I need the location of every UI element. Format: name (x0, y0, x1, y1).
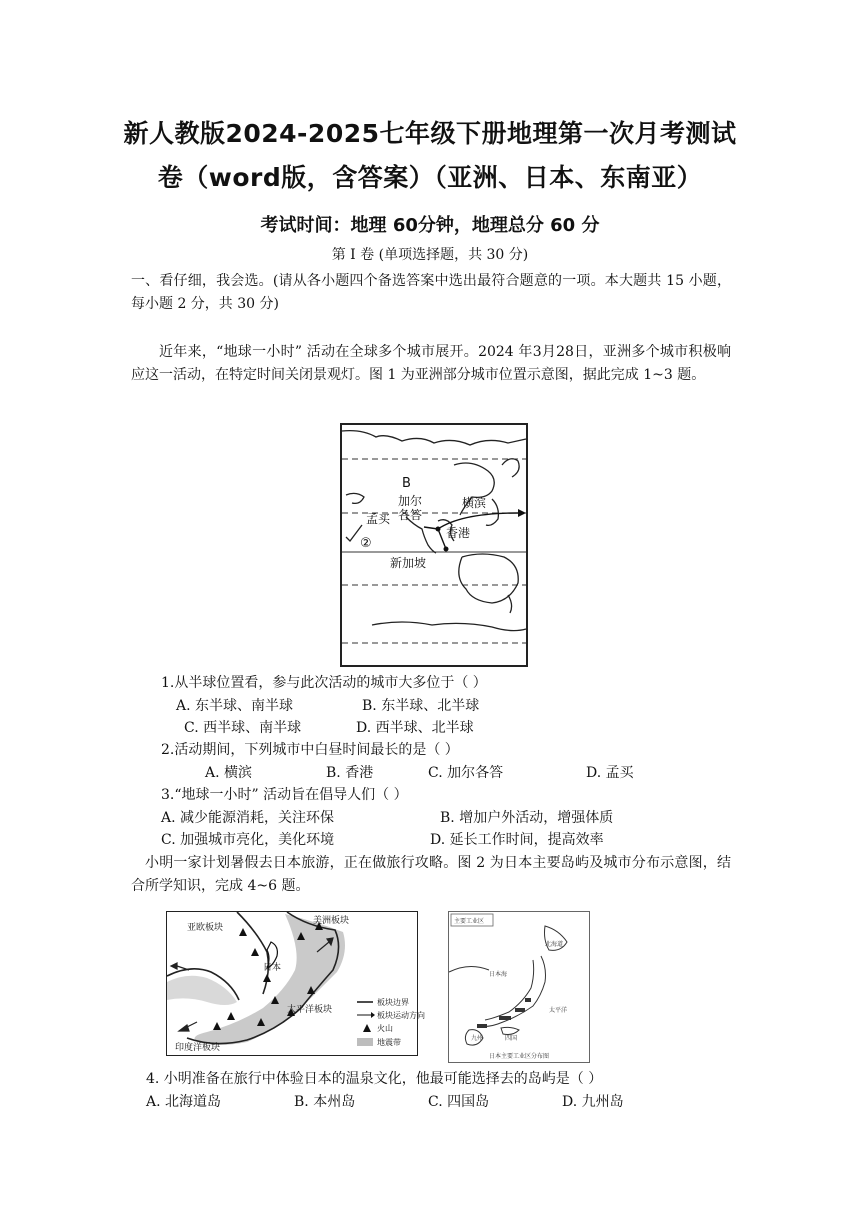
question-1-stem: 1.从半球位置看，参与此次活动的城市大多位于（ ） (161, 675, 487, 691)
question-1-option-d: D. 西半球、北半球 (356, 720, 474, 736)
map-label-mumbai: 孟买 (366, 512, 391, 526)
plate-label-america: 美洲板块 (313, 916, 350, 926)
question-4-option-d: D. 九州岛 (562, 1094, 624, 1110)
plate-label-pacific: 太平洋板块 (287, 1005, 333, 1015)
question-2-stem: 2.活动期间，下列城市中白昼时间最长的是（ ） (161, 742, 459, 758)
question-2-option-c: C. 加尔各答 (428, 765, 504, 781)
map-label-kolkata-part2: 各答 (398, 508, 423, 522)
question-2-option-a: A. 横滨 (205, 765, 253, 781)
legend-boundary-label: 板块边界 (377, 998, 409, 1007)
label-sea-of-japan: 日本海 (489, 971, 508, 978)
section-instructions: 一、看仔细，我会选。(请从各小题四个备选答案中选出最符合题意的一项。本大题共 15 小题，每小题 2 分，共 30 分) (131, 273, 731, 312)
exam-time: 考试时间：地理 60分钟，地理总分 60 分 (260, 215, 600, 236)
section-heading: 第 I 卷 (单项选择题，共 30 分) (331, 247, 529, 263)
plate-map-graphic (167, 912, 425, 1055)
question-1-option-c: C. 西半球、南半球 (184, 720, 302, 736)
legend-direction-label: 板块运动方向 (377, 1011, 425, 1020)
plate-label-eurasia: 亚欧板块 (187, 923, 224, 933)
question-2-option-b: B. 香港 (326, 765, 374, 781)
question-3-option-a: A. 减少能源消耗，关注环保 (161, 810, 335, 826)
map-label-hongkong: 香港 (446, 526, 471, 540)
japan-industry-map-graphic (449, 912, 589, 1062)
japan-industry-map (448, 911, 590, 1063)
industry-map-corner-label: 主要工业区 (454, 918, 485, 925)
question-1-option-b: B. 东半球、北半球 (362, 698, 480, 714)
question-3-option-c: C. 加强城市亮化，美化环境 (161, 832, 335, 848)
question-4-option-a: A. 北海道岛 (146, 1094, 222, 1110)
asia-cities-map-graphic (342, 425, 526, 665)
label-hokkaido: 北海道 (545, 941, 564, 948)
document-title-line-2: 卷（word版，含答案）（亚洲、日本、东南亚） (157, 163, 703, 192)
legend-volcano-label: 火山 (377, 1024, 393, 1033)
question-2-option-d: D. 孟买 (586, 765, 634, 781)
map-label-yokohama: 横滨 (462, 496, 487, 510)
plate-map (166, 911, 425, 1056)
question-1-option-a: A. 东半球、南半球 (176, 698, 294, 714)
map-label-kolkata-part1: 加尔 (398, 494, 423, 508)
question-4-option-c: C. 四国岛 (428, 1094, 490, 1110)
map-label-singapore: 新加坡 (390, 556, 427, 570)
question-3-option-d: D. 延长工作时间，提高效率 (430, 832, 604, 848)
document-title-line-1: 新人教版2024-2025七年级下册地理第一次月考测试 (123, 119, 737, 148)
plate-label-indian: 印度洋板块 (175, 1043, 221, 1053)
industry-map-caption: 日本主要工业区分布图 (489, 1053, 550, 1060)
label-shikoku: 四国 (505, 1035, 518, 1042)
map-label-circle-2: ② (360, 536, 372, 551)
question-4-option-b: B. 本州岛 (294, 1094, 356, 1110)
map-label-b: B (402, 476, 411, 491)
question-4-stem: 4. 小明准备在旅行中体验日本的温泉文化，他最可能选择去的岛屿是（ ） (146, 1071, 603, 1087)
legend-quake-label: 地震带 (377, 1038, 401, 1047)
label-kyushu: 九州 (471, 1035, 484, 1042)
question-3-stem: 3.“地球一小时” 活动旨在倡导人们（ ） (161, 787, 408, 803)
passage-1: 近年来，“地球一小时” 活动在全球多个城市展开。2024 年3月28日，亚洲多个城市积极响应这一活动，在特定时间关闭景观灯。图 1 为亚洲部分城市位置示意图，据此完成 1~3 题。 (131, 344, 731, 383)
question-3-option-b: B. 增加户外活动，增强体质 (440, 810, 614, 826)
passage-2: 小明一家计划暑假去日本旅游，正在做旅行攻略。图 2 为日本主要岛屿及城市分布示意图，结合所学知识，完成 4~6 题。 (131, 855, 731, 894)
asia-cities-map (340, 423, 528, 667)
plate-map-legend (357, 997, 425, 1047)
label-pacific-ocean: 太平洋 (549, 1007, 568, 1014)
map-label-japan: 日本 (263, 963, 282, 973)
